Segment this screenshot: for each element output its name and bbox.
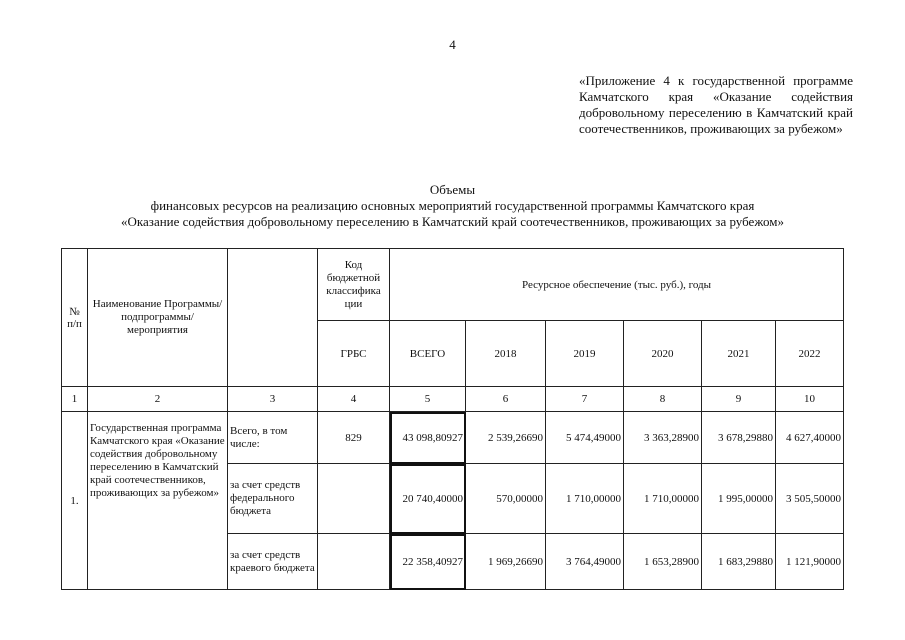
row-2018: 570,00000 — [466, 464, 546, 534]
row-grbs — [318, 534, 390, 590]
header-2019: 2019 — [546, 321, 624, 387]
header-grbs: ГРБС — [318, 321, 390, 387]
col-number: 8 — [624, 387, 702, 412]
header-budget-code: Код бюджетной классифика ции — [318, 249, 390, 321]
row-2020: 3 363,28900 — [624, 412, 702, 464]
appendix-note: «Приложение 4 к государственной программе Камчатского края «Оказание содействия добровольному переселению в Камчатский край соотечественников, проживающих за рубежом» — [579, 73, 853, 136]
row-2021: 3 678,29880 — [702, 412, 776, 464]
title-line-2: финансовых ресурсов на реализацию основных мероприятий государственной программы Камчатского края — [150, 198, 755, 213]
column-number-row — [62, 387, 844, 412]
header-row-1 — [62, 249, 844, 321]
header-2020: 2020 — [624, 321, 702, 387]
title-line-3: «Оказание содействия добровольному переселению в Камчатский край соотечественников, проживающих за рубежом» — [121, 214, 784, 229]
row-grbs: 829 — [318, 412, 390, 464]
program-name: Государственная программа Камчатского края «Оказание содействия добровольному переселению в Камчатский край соотечественников, проживающих за рубежом» — [88, 412, 228, 590]
row-2019: 3 764,49000 — [546, 534, 624, 590]
col-number: 4 — [318, 387, 390, 412]
header-total: ВСЕГО — [390, 321, 466, 387]
row-2022: 1 121,90000 — [776, 534, 844, 590]
col-number: 7 — [546, 387, 624, 412]
title-line-1: Объемы — [429, 182, 476, 197]
row-2021: 1 995,00000 — [702, 464, 776, 534]
col-number: 3 — [228, 387, 318, 412]
row-2020: 1 710,00000 — [624, 464, 702, 534]
row-2022: 4 627,40000 — [776, 412, 844, 464]
header-2021: 2021 — [702, 321, 776, 387]
page-number: 4 — [449, 37, 456, 52]
row-total: 20 740,40000 — [390, 464, 466, 534]
row-label: за счет средств краевого бюджета — [228, 534, 318, 590]
header-col3 — [228, 249, 318, 387]
financing-table — [61, 248, 844, 590]
col-number: 9 — [702, 387, 776, 412]
header-2022: 2022 — [776, 321, 844, 387]
document-title — [40, 182, 865, 230]
row-2019: 5 474,49000 — [546, 412, 624, 464]
program-num: 1. — [62, 412, 88, 590]
row-total: 43 098,80927 — [390, 412, 466, 464]
row-2022: 3 505,50000 — [776, 464, 844, 534]
row-2018: 1 969,26690 — [466, 534, 546, 590]
col-number: 2 — [88, 387, 228, 412]
table-row — [62, 412, 844, 464]
header-2018: 2018 — [466, 321, 546, 387]
row-2020: 1 653,28900 — [624, 534, 702, 590]
row-total: 22 358,40927 — [390, 534, 466, 590]
row-label: за счет средств федерального бюджета — [228, 464, 318, 534]
row-2021: 1 683,29880 — [702, 534, 776, 590]
header-resources: Ресурсное обеспечение (тыс. руб.), годы — [390, 249, 844, 321]
row-grbs — [318, 464, 390, 534]
header-name: Наименование Программы/ подпрограммы/ мероприятия — [88, 249, 228, 387]
col-number: 6 — [466, 387, 546, 412]
row-label: Всего, в том числе: — [228, 412, 318, 464]
col-number: 5 — [390, 387, 466, 412]
col-number: 1 — [62, 387, 88, 412]
row-2019: 1 710,00000 — [546, 464, 624, 534]
col-number: 10 — [776, 387, 844, 412]
row-2018: 2 539,26690 — [466, 412, 546, 464]
header-num: № п/п — [62, 249, 88, 387]
